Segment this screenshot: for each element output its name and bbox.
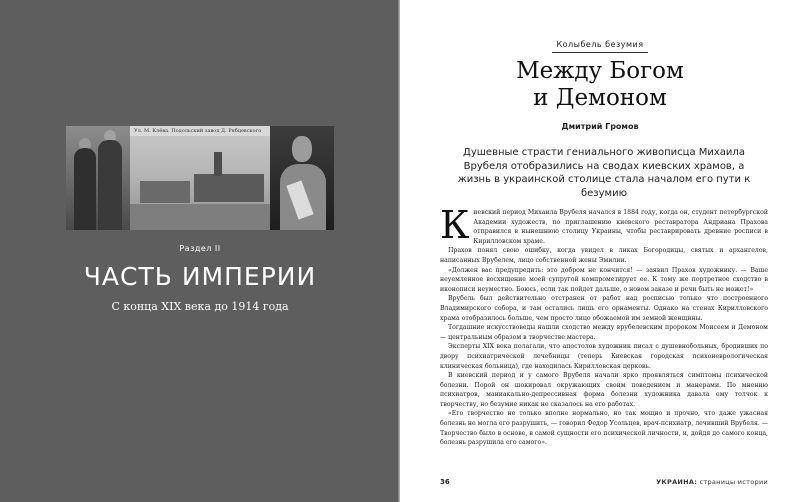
part-subtitle: С конца XIX века до 1914 года	[111, 300, 289, 313]
part-title: ЧАСТЬ ИМПЕРИИ	[83, 262, 317, 291]
headline-line-1: Между Богом	[516, 58, 684, 84]
article-author: Дмитрий Громов	[561, 122, 639, 131]
kicker-rule	[552, 52, 648, 53]
body-paragraph: «Должен вас предупредить: это добром не кончится! — заявил Прахов художнику. — Ваше неуемленное восхищение моей супругой компрометирует ее. К тому же портретное сходство в иконописи неуместно. Боюсь, если так пойдет дальше, о новом заказе и речи быть не может!»	[440, 266, 768, 293]
body-paragraph: Врубель был действительно отстранен от работ над росписью только что построенного Владимирского собора, и там остались лишь его орнаменты. Однако на стенах Кирилловского храма отобразилось больше, чем просто лицо обожаемой им земной женщины.	[440, 295, 768, 322]
drop-cap: К	[440, 203, 470, 247]
article-kicker: Колыбель безумия	[556, 40, 644, 49]
body-paragraph: «Его творчество не только вполне нормально, но так мощно и прочно, что даже ужасная болезнь не могла его разрушить, — говорил Федор Усольцев, врач-психиатр, лечивший Врубеля. — Творчество было в основе, в самой сущности его психической личности, и, дойдя до самого конца, болезнь разрушила его самого».	[440, 410, 768, 447]
photo-caption: Ул. М. Клёва. Подольский завод Д. Рябцевского	[130, 126, 270, 136]
photo-collage	[66, 126, 334, 230]
body-paragraph: Тогдашние искусствоведы нашли сходство между врубелевским пророком Моисеем и Демоном — центральным образом в творчестве мастера.	[440, 324, 768, 341]
article-lead: Душевные страсти гениального живописца Михаила Врубеля отобразились на сводах киевских храмов, а жизнь в украинской столице стала началом его пути к безумию	[457, 147, 751, 199]
article-body	[440, 203, 768, 448]
body-paragraph: В киевский период и у самого Врубеля начали ярко проявляться симптомы психической болезни. Порой он шокировал окружающих своим поведением и манерами. По мнению психиатров, маниакально-депрессивная форма болезни художника давала ему толчок к творчеству, но безумие никак не сказалось на его работах.	[440, 372, 768, 408]
headline-line-2: и Демоном	[533, 85, 667, 111]
running-footer: УКРАИНА: страницы истории	[656, 478, 768, 486]
section-label: Раздел II	[179, 244, 221, 253]
photo-factory-postcard	[130, 126, 270, 230]
article-headline	[400, 58, 800, 112]
photo-strongman	[270, 126, 334, 230]
body-paragraph: Киевский период Михаила Врубеля начался в 1884 году, когда он, студент петербургской Академии художеств, по приглашению киевского реставратора Андриана Прахова отправился в нынешнюю столицу Украины, чтобы реставрировать древние росписи в Кирилловском храме.	[440, 203, 768, 247]
body-paragraph: Прахов понял свою ошибку, когда увидел в ликах Богородицы, святых и архангелов, написанных Врубелем, лицо собственной жены Эмилии.	[440, 247, 768, 264]
body-paragraph: Эксперты XIX века полагали, что апостолов художник писал с душевнобольных, бродивших по двору психиатрической лечебницы (теперь Киевская городская психоневрологическая клиническая больница), где находилась Кирилловская церковь.	[440, 343, 768, 370]
page-number: 36	[440, 478, 450, 486]
photo-couple	[66, 126, 130, 230]
